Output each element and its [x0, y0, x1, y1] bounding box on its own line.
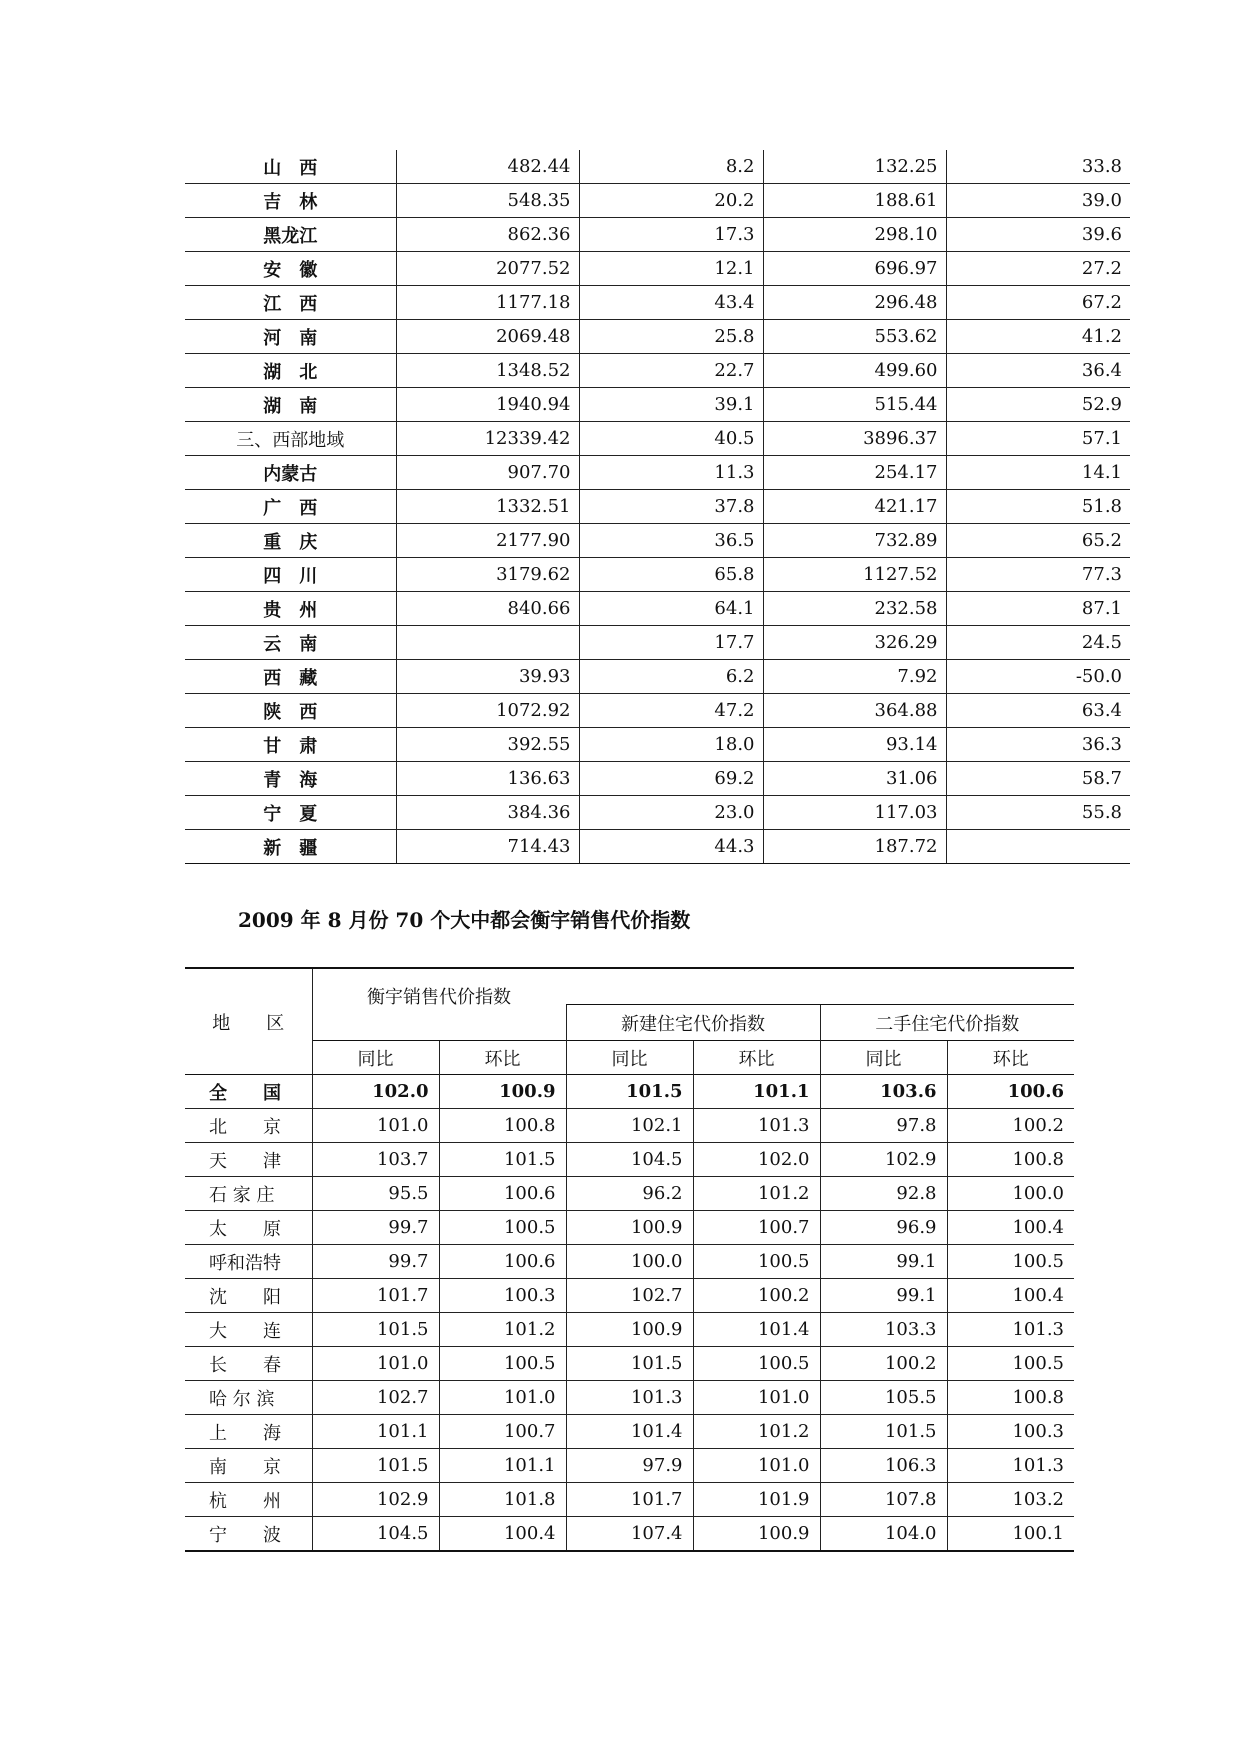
index-value-cell: 99.1 [820, 1245, 947, 1279]
index-value-cell: 101.7 [566, 1483, 693, 1517]
value-cell: 93.14 [763, 728, 946, 762]
value-cell: 14.1 [946, 456, 1130, 490]
value-cell: 3896.37 [763, 422, 946, 456]
value-cell: 12.1 [579, 252, 763, 286]
city-name: 呼和浩特 [185, 1245, 312, 1279]
value-cell: 20.2 [579, 184, 763, 218]
header-mom: 环比 [439, 1041, 566, 1075]
table-row [185, 1211, 1074, 1245]
value-cell: 27.2 [946, 252, 1130, 286]
table-row [185, 762, 1130, 796]
value-cell: 392.55 [396, 728, 579, 762]
province-table-body [185, 150, 1130, 864]
value-cell: 384.36 [396, 796, 579, 830]
index-value-cell: 100.8 [947, 1381, 1074, 1415]
value-cell: 188.61 [763, 184, 946, 218]
value-cell: 714.43 [396, 830, 579, 864]
index-value-cell: 101.3 [693, 1109, 820, 1143]
index-value-cell: 100.4 [947, 1211, 1074, 1245]
index-value-cell: 97.9 [566, 1449, 693, 1483]
value-cell: 482.44 [396, 150, 579, 184]
index-value-cell: 100.3 [947, 1415, 1074, 1449]
value-cell: 132.25 [763, 150, 946, 184]
index-value-cell: 100.5 [439, 1347, 566, 1381]
table-row [185, 1177, 1074, 1211]
value-cell: 18.0 [579, 728, 763, 762]
table-row [185, 354, 1130, 388]
index-value-cell: 102.1 [566, 1109, 693, 1143]
value-cell: 43.4 [579, 286, 763, 320]
index-value-cell: 101.4 [566, 1415, 693, 1449]
table-row [185, 388, 1130, 422]
value-cell: 7.92 [763, 660, 946, 694]
index-value-cell: 102.7 [312, 1381, 439, 1415]
value-cell: 1332.51 [396, 490, 579, 524]
city-price-index-table [185, 967, 1074, 1552]
value-cell: 55.8 [946, 796, 1130, 830]
table-row [185, 1415, 1074, 1449]
value-cell: 17.7 [579, 626, 763, 660]
region-name: 山 西 [185, 150, 396, 184]
table-row [185, 320, 1130, 354]
value-cell: 1348.52 [396, 354, 579, 388]
header-yoy: 同比 [820, 1041, 947, 1075]
table-row [185, 218, 1130, 252]
city-name: 石 家 庄 [185, 1177, 312, 1211]
header-area: 地 区 [185, 968, 312, 1075]
value-cell: 1127.52 [763, 558, 946, 592]
index-value-cell: 100.6 [947, 1075, 1074, 1109]
index-value-cell: 105.5 [820, 1381, 947, 1415]
table-row [185, 456, 1130, 490]
value-cell: 36.3 [946, 728, 1130, 762]
city-name: 天 津 [185, 1143, 312, 1177]
table-row [185, 524, 1130, 558]
index-value-cell: 101.9 [693, 1483, 820, 1517]
index-value-cell: 102.7 [566, 1279, 693, 1313]
index-value-cell: 101.1 [312, 1415, 439, 1449]
table-header [185, 968, 1074, 1075]
table-row [185, 1245, 1074, 1279]
table-row [185, 184, 1130, 218]
value-cell: 6.2 [579, 660, 763, 694]
index-value-cell: 96.9 [820, 1211, 947, 1245]
table-row [185, 1381, 1074, 1415]
value-cell: 36.4 [946, 354, 1130, 388]
index-value-cell: 103.2 [947, 1483, 1074, 1517]
value-cell: 1177.18 [396, 286, 579, 320]
header-mom: 环比 [693, 1041, 820, 1075]
value-cell: 37.8 [579, 490, 763, 524]
index-value-cell: 96.2 [566, 1177, 693, 1211]
index-value-cell: 104.5 [312, 1517, 439, 1552]
table-row [185, 252, 1130, 286]
region-name: 四 川 [185, 558, 396, 592]
index-value-cell: 101.7 [312, 1279, 439, 1313]
city-name: 沈 阳 [185, 1279, 312, 1313]
index-value-cell: 104.5 [566, 1143, 693, 1177]
region-name: 广 西 [185, 490, 396, 524]
index-value-cell: 92.8 [820, 1177, 947, 1211]
value-cell: 24.5 [946, 626, 1130, 660]
province-data-table [185, 150, 1130, 864]
index-value-cell: 101.2 [439, 1313, 566, 1347]
index-value-cell: 100.4 [439, 1517, 566, 1552]
table-row [185, 694, 1130, 728]
index-value-cell: 100.3 [439, 1279, 566, 1313]
value-cell: 553.62 [763, 320, 946, 354]
index-value-cell: 99.1 [820, 1279, 947, 1313]
table-row [185, 490, 1130, 524]
city-name: 哈 尔 滨 [185, 1381, 312, 1415]
value-cell: 65.2 [946, 524, 1130, 558]
region-name: 吉 林 [185, 184, 396, 218]
region-name: 江 西 [185, 286, 396, 320]
index-value-cell: 100.2 [947, 1109, 1074, 1143]
value-cell: 23.0 [579, 796, 763, 830]
index-value-cell: 101.0 [439, 1381, 566, 1415]
table-row [185, 1075, 1074, 1109]
index-value-cell: 101.3 [566, 1381, 693, 1415]
index-value-cell: 97.8 [820, 1109, 947, 1143]
value-cell: 364.88 [763, 694, 946, 728]
header-used-housing-index: 二手住宅代价指数 [820, 1005, 1074, 1041]
region-name: 宁 夏 [185, 796, 396, 830]
index-value-cell: 100.5 [439, 1211, 566, 1245]
index-value-cell: 95.5 [312, 1177, 439, 1211]
value-cell: 44.3 [579, 830, 763, 864]
header-yoy: 同比 [566, 1041, 693, 1075]
value-cell: 31.06 [763, 762, 946, 796]
value-cell: 39.6 [946, 218, 1130, 252]
value-cell: 41.2 [946, 320, 1130, 354]
table-row [185, 558, 1130, 592]
table-row [185, 1449, 1074, 1483]
index-value-cell: 101.2 [693, 1177, 820, 1211]
index-value-cell: 101.5 [566, 1075, 693, 1109]
value-cell: 326.29 [763, 626, 946, 660]
table-row [185, 1279, 1074, 1313]
table-row [185, 660, 1130, 694]
index-value-cell: 100.6 [439, 1245, 566, 1279]
city-name: 大 连 [185, 1313, 312, 1347]
index-value-cell: 100.9 [566, 1313, 693, 1347]
index-value-cell: 100.0 [566, 1245, 693, 1279]
index-value-cell: 101.8 [439, 1483, 566, 1517]
index-value-cell: 100.8 [439, 1109, 566, 1143]
value-cell: 515.44 [763, 388, 946, 422]
index-value-cell: 101.5 [312, 1313, 439, 1347]
section-title: 2009 年 8 月份 70 个大中都会衡宇销售代价指数 [238, 908, 691, 932]
city-name: 上 海 [185, 1415, 312, 1449]
value-cell: 862.36 [396, 218, 579, 252]
header-house-sales-price-index: 衡宇销售代价指数 [312, 968, 566, 1041]
index-value-cell: 102.0 [312, 1075, 439, 1109]
value-cell: 548.35 [396, 184, 579, 218]
index-value-cell: 101.5 [312, 1449, 439, 1483]
region-name: 陕 西 [185, 694, 396, 728]
region-name: 青 海 [185, 762, 396, 796]
value-cell: 2177.90 [396, 524, 579, 558]
value-cell: 64.1 [579, 592, 763, 626]
value-cell: 298.10 [763, 218, 946, 252]
value-cell: 40.5 [579, 422, 763, 456]
value-cell: 12339.42 [396, 422, 579, 456]
value-cell: 22.7 [579, 354, 763, 388]
value-cell: 8.2 [579, 150, 763, 184]
header-mom: 环比 [947, 1041, 1074, 1075]
value-cell: 52.9 [946, 388, 1130, 422]
value-cell: 232.58 [763, 592, 946, 626]
index-value-cell: 100.1 [947, 1517, 1074, 1552]
table-row [185, 286, 1130, 320]
value-cell: 1940.94 [396, 388, 579, 422]
index-value-cell: 100.5 [947, 1347, 1074, 1381]
region-name: 三、西部地域 [185, 422, 396, 456]
index-value-cell: 102.9 [312, 1483, 439, 1517]
value-cell: 696.97 [763, 252, 946, 286]
header-new-housing-index: 新建住宅代价指数 [566, 1005, 820, 1041]
index-value-cell: 100.8 [947, 1143, 1074, 1177]
table-row [185, 1347, 1074, 1381]
index-value-cell: 101.0 [693, 1381, 820, 1415]
value-cell: 3179.62 [396, 558, 579, 592]
value-cell: 136.63 [396, 762, 579, 796]
index-value-cell: 100.5 [693, 1245, 820, 1279]
city-name: 长 春 [185, 1347, 312, 1381]
city-name: 北 京 [185, 1109, 312, 1143]
index-value-cell: 103.3 [820, 1313, 947, 1347]
value-cell: 67.2 [946, 286, 1130, 320]
index-value-cell: 102.0 [693, 1143, 820, 1177]
index-value-cell: 101.0 [312, 1347, 439, 1381]
value-cell: 39.0 [946, 184, 1130, 218]
region-name: 新 疆 [185, 830, 396, 864]
value-cell: 58.7 [946, 762, 1130, 796]
index-value-cell: 100.2 [820, 1347, 947, 1381]
table-row [185, 830, 1130, 864]
value-cell: 39.1 [579, 388, 763, 422]
index-value-cell: 106.3 [820, 1449, 947, 1483]
table-row [185, 1313, 1074, 1347]
value-cell: 2069.48 [396, 320, 579, 354]
index-value-cell: 100.0 [947, 1177, 1074, 1211]
index-value-cell: 100.4 [947, 1279, 1074, 1313]
value-cell: 51.8 [946, 490, 1130, 524]
value-cell: 296.48 [763, 286, 946, 320]
region-name: 河 南 [185, 320, 396, 354]
table-row [185, 626, 1130, 660]
value-cell: 732.89 [763, 524, 946, 558]
value-cell: 254.17 [763, 456, 946, 490]
index-value-cell: 102.9 [820, 1143, 947, 1177]
table-row [185, 1143, 1074, 1177]
index-value-cell: 100.9 [439, 1075, 566, 1109]
region-name: 黑龙江 [185, 218, 396, 252]
value-cell: 2077.52 [396, 252, 579, 286]
region-name: 贵 州 [185, 592, 396, 626]
index-value-cell: 101.5 [820, 1415, 947, 1449]
region-name: 内蒙古 [185, 456, 396, 490]
header-yoy: 同比 [312, 1041, 439, 1075]
value-cell: 840.66 [396, 592, 579, 626]
index-value-cell: 101.5 [439, 1143, 566, 1177]
value-cell: 907.70 [396, 456, 579, 490]
index-value-cell: 101.0 [312, 1109, 439, 1143]
city-name: 杭 州 [185, 1483, 312, 1517]
value-cell: 47.2 [579, 694, 763, 728]
table-row [185, 150, 1130, 184]
region-name: 云 南 [185, 626, 396, 660]
index-value-cell: 101.2 [693, 1415, 820, 1449]
region-name: 重 庆 [185, 524, 396, 558]
index-value-cell: 103.6 [820, 1075, 947, 1109]
value-cell: 77.3 [946, 558, 1130, 592]
value-cell: 65.8 [579, 558, 763, 592]
value-cell: 57.1 [946, 422, 1130, 456]
index-value-cell: 101.4 [693, 1313, 820, 1347]
city-table-body [185, 1075, 1074, 1552]
index-value-cell: 99.7 [312, 1245, 439, 1279]
value-cell: 11.3 [579, 456, 763, 490]
value-cell: 421.17 [763, 490, 946, 524]
value-cell: 69.2 [579, 762, 763, 796]
index-value-cell: 107.8 [820, 1483, 947, 1517]
index-value-cell: 101.3 [947, 1449, 1074, 1483]
value-cell: 499.60 [763, 354, 946, 388]
value-cell: 17.3 [579, 218, 763, 252]
index-value-cell: 101.5 [566, 1347, 693, 1381]
region-name: 甘 肃 [185, 728, 396, 762]
index-value-cell: 100.2 [693, 1279, 820, 1313]
region-name: 湖 北 [185, 354, 396, 388]
city-name: 宁 波 [185, 1517, 312, 1552]
index-value-cell: 100.6 [439, 1177, 566, 1211]
value-cell: 1072.92 [396, 694, 579, 728]
city-name: 全 国 [185, 1075, 312, 1109]
index-value-cell: 99.7 [312, 1211, 439, 1245]
table-row [185, 592, 1130, 626]
region-name: 湖 南 [185, 388, 396, 422]
table-row [185, 1483, 1074, 1517]
value-cell: 187.72 [763, 830, 946, 864]
index-value-cell: 100.9 [566, 1211, 693, 1245]
city-name: 南 京 [185, 1449, 312, 1483]
index-value-cell: 103.7 [312, 1143, 439, 1177]
index-value-cell: 100.5 [947, 1245, 1074, 1279]
table-row [185, 1517, 1074, 1552]
value-cell: 39.93 [396, 660, 579, 694]
index-value-cell: 101.0 [693, 1449, 820, 1483]
value-cell: -50.0 [946, 660, 1130, 694]
index-value-cell: 107.4 [566, 1517, 693, 1552]
value-cell [946, 830, 1130, 864]
value-cell: 36.5 [579, 524, 763, 558]
index-value-cell: 104.0 [820, 1517, 947, 1552]
header-spacer [566, 968, 1074, 1005]
value-cell: 87.1 [946, 592, 1130, 626]
index-value-cell: 100.9 [693, 1517, 820, 1552]
table-row [185, 796, 1130, 830]
index-value-cell: 100.7 [693, 1211, 820, 1245]
value-cell: 25.8 [579, 320, 763, 354]
table-row [185, 1109, 1074, 1143]
region-name: 安 徽 [185, 252, 396, 286]
table-row [185, 728, 1130, 762]
index-value-cell: 101.1 [693, 1075, 820, 1109]
value-cell [396, 626, 579, 660]
city-name: 太 原 [185, 1211, 312, 1245]
value-cell: 117.03 [763, 796, 946, 830]
region-name: 西 藏 [185, 660, 396, 694]
table-row [185, 422, 1130, 456]
value-cell: 33.8 [946, 150, 1130, 184]
index-value-cell: 101.3 [947, 1313, 1074, 1347]
value-cell: 63.4 [946, 694, 1130, 728]
index-value-cell: 101.1 [439, 1449, 566, 1483]
index-value-cell: 100.7 [439, 1415, 566, 1449]
index-value-cell: 100.5 [693, 1347, 820, 1381]
